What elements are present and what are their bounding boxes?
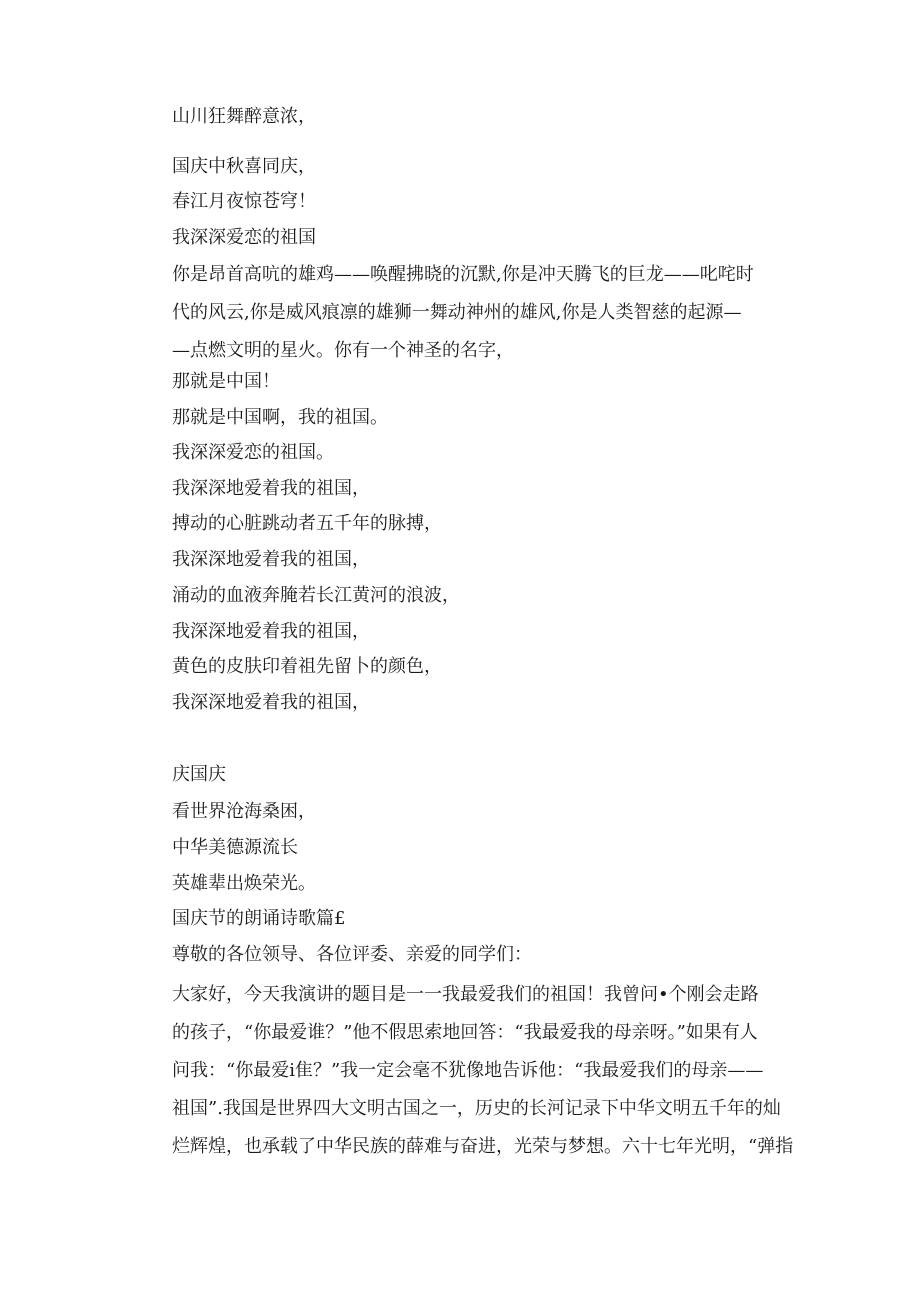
paragraph-line: 烂辉煌，也承载了中华民族的薛难与奋进，光荣与梦想。六十七年光明，“弹指 — [172, 1136, 794, 1157]
poem-line: 涌动的血液奔腌若长江黄河的浪波， — [172, 585, 460, 606]
paragraph-line: 代的风云,你是威风痕凛的雄狮一舞动神州的雄风,你是人类智慈的起源— — [172, 302, 742, 323]
paragraph-line: 你是昂首高吭的雄鸡——唤醒拂晓的沉默,你是冲天腾飞的巨龙——叱咤时 — [172, 264, 754, 285]
salutation: 尊敬的各位领导、各位评委、亲爱的同学们： — [172, 944, 532, 965]
paragraph-line: 问我：“你最爱i隹？”我一定会毫不犹像地告诉他：“我最爱我们的母亲—— — [172, 1060, 764, 1081]
section-title: 国庆节的朗诵诗歌篇£ — [172, 908, 346, 929]
poem-line: 我深深地爱着我的祖国， — [172, 692, 370, 713]
paragraph-line: 祖国”.我国是世界四大文明古国之一，历史的长河记录下中华文明五千年的灿 — [172, 1098, 781, 1119]
poem-line: 黄色的皮肤印着祖先留卜的颜色， — [172, 656, 442, 677]
poem-line: 看世界沧海桑困， — [172, 801, 316, 822]
poem-line: 中华美德源流长 — [172, 837, 298, 858]
poem-line: 我深深爱恋的祖国 — [172, 227, 316, 248]
poem-line: 我深深地爱着我的祖国， — [172, 478, 370, 499]
poem-line: 春江月夜惊苍穹！ — [172, 191, 316, 212]
poem-line: 我深深地爱着我的祖国， — [172, 621, 370, 642]
poem-line: 搏动的心脏跳动者五千年的脉搏， — [172, 513, 442, 534]
paragraph-line: —点燃文明的星火。你有一个神圣的名字， — [172, 340, 514, 361]
poem-line: 我深深爱恋的祖国。 — [172, 442, 334, 463]
poem-line: 那就是中国！ — [172, 371, 280, 392]
poem-line: 国庆中秋喜同庆， — [172, 156, 316, 177]
poem-line: 英雄辈出焕荣光。 — [172, 873, 316, 894]
poem-line: 那就是中国啊，我的祖国。 — [172, 407, 388, 428]
section-title: 庆国庆 — [172, 764, 226, 785]
poem-line: 我深深地爱着我的祖国， — [172, 549, 370, 570]
speech-paragraph — [172, 976, 796, 1166]
prose-paragraph — [172, 256, 796, 370]
poem-line: 山川狂舞醉意浓， — [172, 106, 316, 127]
paragraph-line: 大家好，今天我演讲的题目是一一我最爱我们的祖国！我曾问•个刚会走路 — [172, 984, 759, 1005]
paragraph-line: 的孩子，“你最爱谁？”他不假思索地回答：“我最爱我的母亲呀。”如果有人 — [172, 1022, 758, 1043]
